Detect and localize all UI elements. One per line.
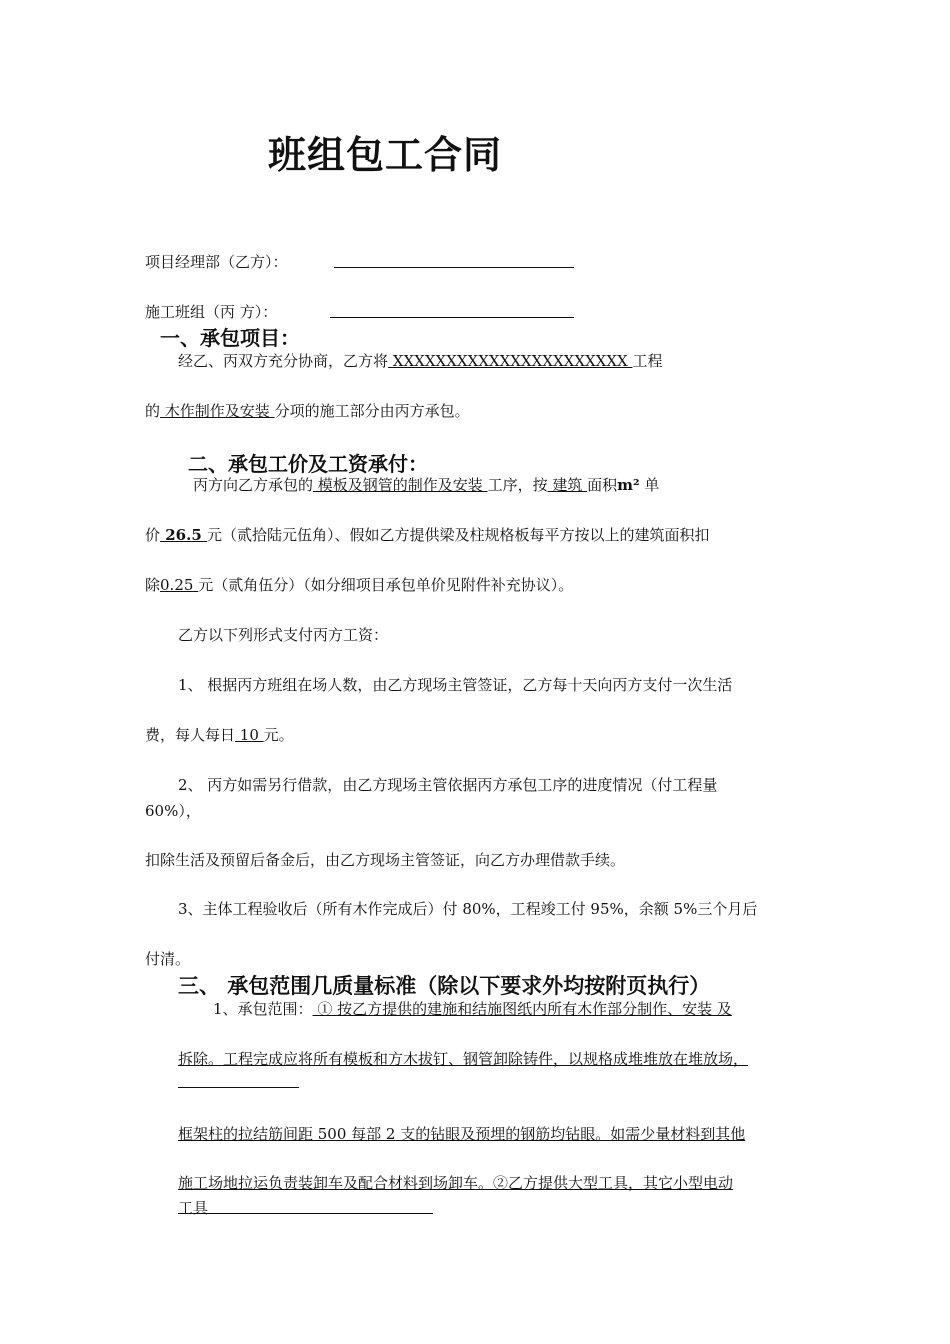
section-3-line-3: 框架柱的拉结筋间距 500 每部 2 支的钻眼及预埋的钢筋均钻眼。如需少量材料到其他 [178, 1125, 746, 1143]
section-3-heading: 三、 承包范围几质量标准（除以下要求外均按附页执行） [178, 974, 711, 998]
contract-title: 班组包工合同 [268, 133, 503, 177]
section-2-item-1-cont: 费，每人每日 10 元。 [145, 726, 294, 744]
section-1-line-2: 的 木作制作及安装 分项的施工部分由丙方承包。 [145, 402, 470, 420]
section-2-heading: 二、承包工价及工资承付： [188, 452, 428, 476]
section-2-line-1: 丙方向乙方承包的 模板及钢管的制作及安装 工序，按 建筑 面积m² 单 [193, 476, 660, 494]
section-2-line-4: 乙方以下列形式支付丙方工资： [178, 626, 389, 644]
section-2-item-2: 2、 丙方如需另行借款，由乙方现场主管依据丙方承包工序的进度情况（付工程量 [178, 776, 718, 794]
party-b-blank-line [334, 267, 574, 268]
section-2-item-2-wrap: 60%）， [145, 802, 201, 820]
section-2-item-2-cont: 扣除生活及预留后备金后，由乙方现场主管签证，向乙方办理借款手续。 [145, 851, 626, 869]
section-3-line-2-trailing-rule [178, 1087, 299, 1088]
party-c-label: 施工班组（丙 方）： [145, 303, 278, 321]
section-3-line-4: 施工场地拉运负责装卸车及配合材料到场卸车。②乙方提供大型工具，其它小型电动 [178, 1174, 734, 1192]
section-2-line-3: 除0.25 元（贰角伍分）（如分细项目承包单价见附件补充协议）。 [145, 576, 574, 594]
party-b-label: 项目经理部（乙方）： [145, 253, 288, 271]
section-1-line-1: 经乙、丙双方充分协商，乙方将 XXXXXXXXXXXXXXXXXXXXXX 工程 [178, 352, 663, 370]
section-3-line-2: 拆除。工程完成应将所有模板和方木拔钉、钢管卸除铸件，以规格成堆堆放在堆放场， [178, 1050, 749, 1068]
section-3-line-5-rule [178, 1213, 433, 1214]
section-3-line-5: 工具 [178, 1199, 209, 1217]
section-2-item-3-cont: 付清。 [145, 950, 191, 968]
section-2-item-3: 3、主体工程验收后（所有木作完成后）付 80%，工程竣工付 95%，余额 5%三个月后 [178, 900, 758, 918]
section-3-line-1: 1、承包范围： ① 按乙方提供的建施和结施图纸内所有木作部分制作、安装 及 [213, 1000, 732, 1018]
section-2-item-1: 1、 根据丙方班组在场人数，由乙方现场主管签证，乙方每十天向丙方支付一次生活 [178, 676, 733, 694]
section-1-heading: 一、承包项目： [160, 326, 300, 350]
party-c-blank-line [330, 317, 574, 318]
section-2-line-2: 价 26.5 元（贰拾陆元伍角）、假如乙方提供梁及柱规格板每平方按以上的建筑面积扣 [145, 526, 710, 544]
